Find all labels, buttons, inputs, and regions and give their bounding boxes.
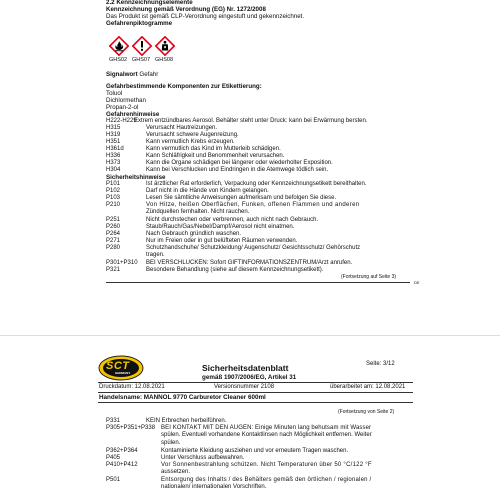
signal-word xyxy=(106,71,158,78)
revision-date: überarbeitet am: 12.08.2021 xyxy=(330,384,406,390)
header-rule xyxy=(98,382,413,383)
document-title: Sicherheitsdatenblatt xyxy=(202,363,289,373)
logo-subtext: GERMANY xyxy=(115,371,131,375)
hazard-statements-title: Gefahrenhinweise xyxy=(106,111,160,118)
pictograms-title: Gefahrenpiktogramme xyxy=(106,20,173,27)
page-separator xyxy=(0,335,500,336)
signal-word-value: Gefahr xyxy=(139,71,159,78)
component-item: Propan-2-ol xyxy=(106,104,139,111)
flame-icon xyxy=(109,36,129,56)
footer-rule xyxy=(106,282,410,283)
header-rule xyxy=(98,392,413,393)
trade-name: Handelsname: MANNOL 9770 Carburetor Cleaner 600ml xyxy=(99,394,266,401)
continued-note: (Fortsetzung auf Seite 3) xyxy=(341,274,397,280)
health-hazard-icon xyxy=(155,36,175,56)
pictogram-label: GHS02 xyxy=(109,57,128,63)
components-title: Gefahrbestimmende Komponenten zur Etikettierung: xyxy=(106,83,262,90)
precautionary-title: Sicherheitshinweise xyxy=(106,174,166,181)
document-subtitle: gemäß 1907/2006/EG, Artikel 31 xyxy=(202,374,297,381)
pictogram-label: GHS08 xyxy=(155,57,174,63)
continued-from-note: (Fortsetzung von Seite 2) xyxy=(338,409,395,415)
signal-word-label: Signalwort xyxy=(106,71,138,78)
regulation-title: Kennzeichnung gemäß Verordnung (EG) Nr. 1272/2008 xyxy=(106,6,266,13)
component-item: Toluol xyxy=(106,90,123,97)
pictogram-label: GHS07 xyxy=(132,57,151,63)
version-number: Versionsnummer 2108 xyxy=(214,384,275,390)
exclamation-icon xyxy=(132,36,152,56)
section-heading: 2.2 Kennzeichnungselemente xyxy=(106,0,193,6)
logo-text: SCT xyxy=(106,360,130,372)
print-date: Druckdatum: 12.08.2021 xyxy=(99,384,165,390)
page-number: Seite: 3/12 xyxy=(366,361,395,367)
regulation-text: Das Produkt ist gemäß CLP-Verordnung eingestuft und gekennzeichnet. xyxy=(106,13,305,20)
code-mark: DE xyxy=(414,280,420,285)
header-rule xyxy=(98,402,413,403)
component-item: Dichlormethan xyxy=(106,97,146,104)
document-page: 2.2 Kennzeichnungselemente Kennzeichnung gemäß Verordnung (EG) Nr. 1272/2008 Das Produkt ist gemäß CLP-Verordnung eingestuft und gekennzeichnet. Gefahrenpiktogramme GHS02 GHS07 GHS08 Signalwort Gefahr Gefahrbestimmende Komponenten zur Etikettierung: Toluol Dichlormethan Propan-2-ol Gefahrenhinweise H222-H229 Extrem entzündbares Aerosol. Behälter steht unter Druck: kann bei Erwärmung bersten. H315 Verursacht Hautreizungen. H319 Verursacht schwere Augenreizung. H351 Kann vermutlich Krebs erzeugen. H361d Kann vermutlich das Kind im Mutterleib schädigen. H336 Kann Schläfrigkeit und Benommenheit verursachen. H373 Kann die Organe schädigen bei längerer oder wiederholter Exposition. H304 Kann bei Verschlucken und Eindringen in die Atemwege tödlich sein. Sicherheitshinweise P101 Ist ärztlicher Rat erforderlich, Verpackung oder Kennzeichnungsetikett bereithalten. P102 Darf nicht in die Hände von Kindern gelangen. P103 Lesen Sie sämtliche Anweisungen aufmerksam und befolgen Sie diese. P210 Von Hitze, heißen Oberflächen, Funken, offenen Flammen und anderen Zündquellen fernhalten. Nicht rauchen. P251 Nicht durchstechen oder verbrennen, auch nicht nach Gebrauch. P260 Staub/Rauch/Gas/Nebel/Dampf/Aerosol nicht einatmen. P264 Nach Gebrauch gründlich waschen. P271 Nur im Freien oder in gut belüfteten Räumen verwenden. P280 Schutzhandschuhe/ Schutzkleidung/ Augenschutz/ Gesichtsschutz/ Gehörschutz tragen. P301+P310 BEI VERSCHLUCKEN: Sofort GIFTINFORMATIONSZENTRUM/Arzt anrufen. P321 Besondere Behandlung (siehe auf diesem Kennzeichnungsetikett). (Fortsetzung auf Seite 3) DE SCT GERMANY Sicherheitsdatenblatt gemäß 1907/2006/EG, Artikel 31 Seite: 3/12 Druckdatum: 12.08.2021 Versionsnummer 2108 überarbeitet am: 12.08.2021 Handelsname: MANNOL 9770 Carburetor Cleaner 600ml (Fortsetzung von Seite 2) P331 KEIN Erbrechen herbeiführen. P305+P351+P338 BEI KONTAKT MIT DEN AUGEN: Einige Minuten lang behutsam mit Wasser spülen. Eventuell vorhandene Kontaktlinsen nach Möglichkeit entfernen. Weiter spülen. P362+P364 Kontaminierte Kleidung ausziehen und vor erneutem Tragen waschen. P405 Unter Verschluss aufbewahren. P410+P412 Vor Sonnenbestrahlung schützen. Nicht Temperaturen über 50 °C/122 °F aussetzen. P501 Entsorgung des Inhalts / des Behälters gemäß den örtlichen / regionalen / nationalen/ internationalen Vorschriften. xyxy=(0,0,500,500)
